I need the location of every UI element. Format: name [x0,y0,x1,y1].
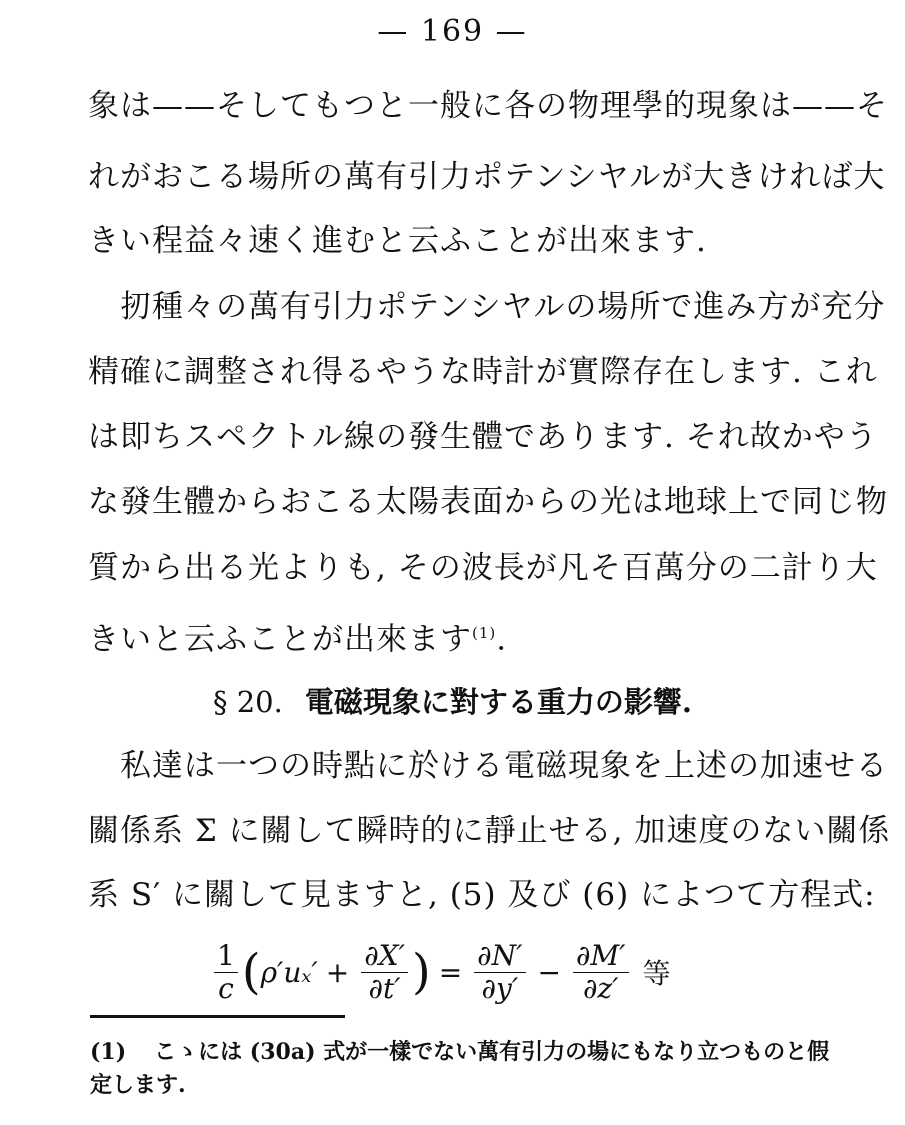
fraction-one-over-c [214,940,238,1005]
body-line-6: は即ちスペクトル線の發生體であります. それ故かやう [88,419,878,455]
equation [210,932,671,1012]
eq-denominator-c: c [218,971,234,1005]
section-line-3: 系 S′ に關して見ますと, (5) 及び (6) によつて方程式: [88,877,876,913]
section-number: § 20. [213,685,283,719]
eq-left-paren: ( [241,944,261,1000]
footnote-line-2: 定します. [90,1072,186,1098]
body-line-9-period: . [496,621,508,658]
fraction-dM-dz [573,940,629,1005]
body-line-3: きい程益々速く進むと云ふことが出來ます. [88,223,707,259]
eq-numerator-one: 1 [214,940,238,973]
eq-dN: ∂N′ [474,940,525,973]
footnote-marker: (1) [90,1039,127,1065]
section-line-2: 關係系 Σ に關して瞬時的に靜止せる, 加速度のない關係 [88,813,891,849]
page-number: — 169 — [377,14,528,49]
eq-dy: ∂y′ [481,971,519,1005]
section-line-1: 私達は一つの時點に於ける電磁現象を上述の加速せる [120,748,888,784]
body-line-5: 精確に調整され得るやうな時計が實際存在します. これ [88,354,878,390]
footnote-reference: (1) [472,624,497,642]
eq-term-rho-u: ρ′uₓ′ [260,955,318,989]
fraction-dN-dy [474,940,525,1005]
body-line-8: 質から出る光よりも, その波長が凡そ百萬分の二計り大 [88,550,878,586]
body-line-1: 象は——そしてもつと一般に各の物理學的現象は——そ [88,88,888,124]
body-line-9 [88,613,818,659]
section-title: 電磁現象に對する重力の影響. [304,685,692,719]
footnote-text-1: こゝには (30a) 式が一樣でない萬有引力の場にもなり立つものと假 [154,1039,830,1065]
eq-minus: − [537,955,561,989]
footnote-line-1 [90,1037,830,1067]
eq-dt: ∂t′ [368,971,401,1005]
eq-dX: ∂X′ [361,940,408,973]
eq-plus: + [325,955,350,989]
eq-dz: ∂z′ [582,971,619,1005]
eq-etc: 等 [642,957,671,990]
body-line-4: 扨種々の萬有引力ポテンシヤルの場所で進み方が充分 [120,289,886,325]
body-line-9-text: きいと云ふことが出來ます [88,621,472,658]
section-heading [0,680,905,721]
body-line-7: な發生體からおこる太陽表面からの光は地球上で同じ物 [88,484,888,520]
eq-equals: = [438,955,463,989]
eq-dM: ∂M′ [573,940,629,973]
footnote-divider [90,1015,345,1018]
eq-right-paren: ) [411,944,431,1000]
body-line-2: れがおこる場所の萬有引力ポテンシヤルが大きければ大 [88,159,886,195]
fraction-dX-dt [361,940,408,1005]
